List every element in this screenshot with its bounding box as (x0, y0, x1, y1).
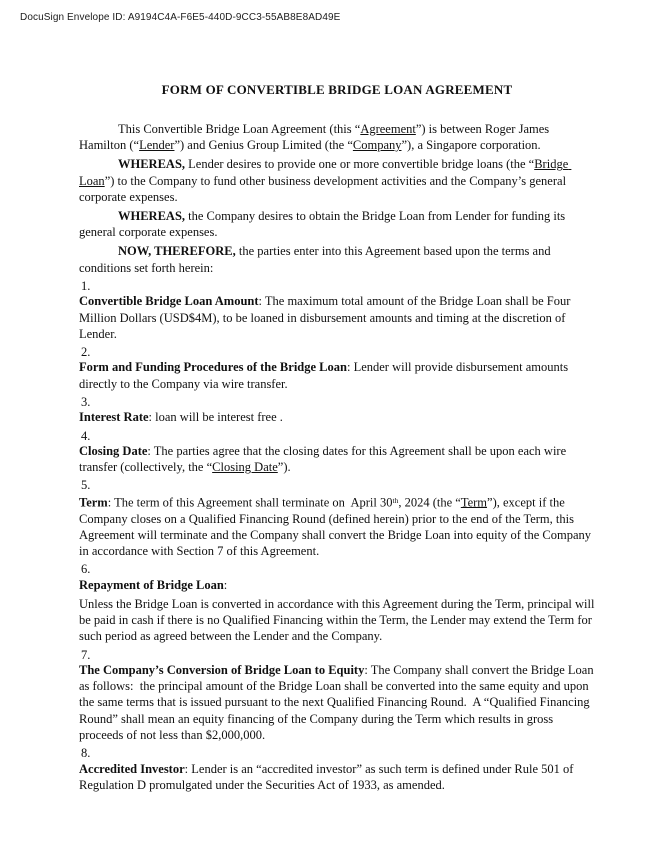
section-6-paragraph (79, 596, 598, 645)
document-body (79, 82, 598, 796)
text-run: The Company’s Conversion of Bridge Loan to Equity (79, 663, 365, 678)
text-run: Repayment of Bridge Loan (79, 577, 224, 592)
text-run: ”), a Singapore corporation. (401, 138, 541, 153)
docusign-envelope-id: DocuSign Envelope ID: A9194C4A-F6E5-440D-9CC3-55AB8E8AD49E (20, 12, 341, 23)
text-run: , 2024 (the “ (398, 495, 461, 510)
text-run: th (392, 495, 399, 505)
text-run: Company (352, 138, 402, 153)
document-blocks (79, 121, 598, 793)
text-run: : Lender is an “accredited investor” as such term is defined under Rule 501 of Regulation D promulgated under the Securities Act of 1933, as amended. (79, 761, 577, 792)
text-run: ”), except if the Company closes on a Qualified Financing Round (defined herein) prior to the end of the Term, this Agreement will terminate and the Company shall convert the Bridge Loan into equity of the Company in accordance with Section 7 of this Agreement. (79, 495, 595, 559)
text-run: Form and Funding Procedures of the Bridge Loan (79, 360, 347, 375)
text-run: : The term of this Agreement shall terminate on April 30 (107, 495, 393, 510)
section-4-paragraph (79, 443, 595, 475)
text-run: ”) and Genius Group Limited (the “ (174, 138, 353, 153)
text-run: ”). (277, 460, 291, 475)
section-2-paragraph (79, 359, 595, 391)
text-run: This Convertible Bridge Loan Agreement (this “ (118, 122, 361, 136)
text-run: : The parties agree that the closing dates for this Agreement shall be upon each wire transfer (collectively, the “ (79, 444, 570, 475)
text-run: the Company desires to obtain the Bridge Loan from Lender for funding its general corporate expenses. (79, 209, 569, 240)
text-run: Lender (139, 138, 175, 153)
section-7-number: 7. (81, 647, 91, 662)
text-run: Closing Date (212, 460, 278, 475)
text-run: Lender desires to provide one or more convertible bridge loans (the “ (185, 157, 535, 172)
text-run: ”) is between Roger James Hamilton (“ (79, 122, 553, 153)
text-run: : loan will be interest free . (148, 410, 283, 425)
text-run: : (223, 577, 228, 592)
text-run: Agreement (360, 122, 416, 136)
intro-paragraph (79, 121, 595, 153)
section-4-number: 4. (81, 428, 91, 443)
section-3-number: 3. (81, 394, 91, 409)
section-1-number: 1. (81, 278, 91, 293)
section-2-number: 2. (81, 344, 91, 359)
section-5-paragraph (79, 493, 595, 559)
text-run: Closing Date (79, 444, 148, 459)
text-run: Term (460, 495, 488, 510)
text-run: NOW, THEREFORE, (118, 244, 236, 259)
section-5-number: 5. (81, 478, 91, 493)
section-8-paragraph (79, 761, 595, 793)
document-title: FORM OF CONVERTIBLE BRIDGE LOAN AGREEMENT (161, 82, 513, 97)
text-run: Convertible Bridge Loan Amount (79, 294, 259, 309)
text-run: Term (79, 495, 108, 510)
text-run: : Lender will provide disbursement amounts directly to the Company via wire transfer. (79, 360, 572, 391)
section-3-paragraph (79, 409, 595, 425)
text-run: Accredited Investor (79, 761, 185, 776)
section-7-paragraph (79, 662, 595, 743)
text-run: : The Company shall convert the Bridge Loan as follows: the principal amount of the Bridge Loan shall be converted into the same equity and upon the same terms that is issued pursuant to the next Qualified Financing Round. A “Qualified Financing Round” shall mean an equity financing of the Company during the Term which results in gross proceeds of not less than $2,000,000. (79, 663, 597, 742)
text-run: Bridge Loan (79, 157, 572, 188)
section-8-number: 8. (81, 746, 91, 761)
whereas-lender-paragraph (79, 156, 595, 205)
text-run: WHEREAS, (118, 209, 186, 224)
now-therefore-paragraph (79, 243, 595, 275)
section-6-heading (79, 577, 595, 593)
section-6-number: 6. (81, 562, 91, 577)
text-run: : The maximum total amount of the Bridge Loan shall be Four Million Dollars (USD$4M), to be loaned in disbursement amounts and timing at the discretion of Lender. (79, 294, 574, 341)
whereas-company-paragraph (79, 208, 595, 240)
text-run: Interest Rate (79, 410, 149, 425)
text-run: Unless the Bridge Loan is converted in accordance with this Agreement during the Term, principal will be paid in cash if there is no Qualified Financing within the Term, the Lender may extend the Term for such period as agreed between the Lender and the Company. (79, 596, 598, 644)
section-1-paragraph (79, 293, 595, 342)
text-run: the parties enter into this Agreement based upon the terms and conditions set forth herein: (79, 244, 554, 275)
text-run: WHEREAS, (118, 157, 186, 172)
text-run: ”) to the Company to fund other business development activities and the Company’s general corporate expenses. (79, 173, 570, 204)
